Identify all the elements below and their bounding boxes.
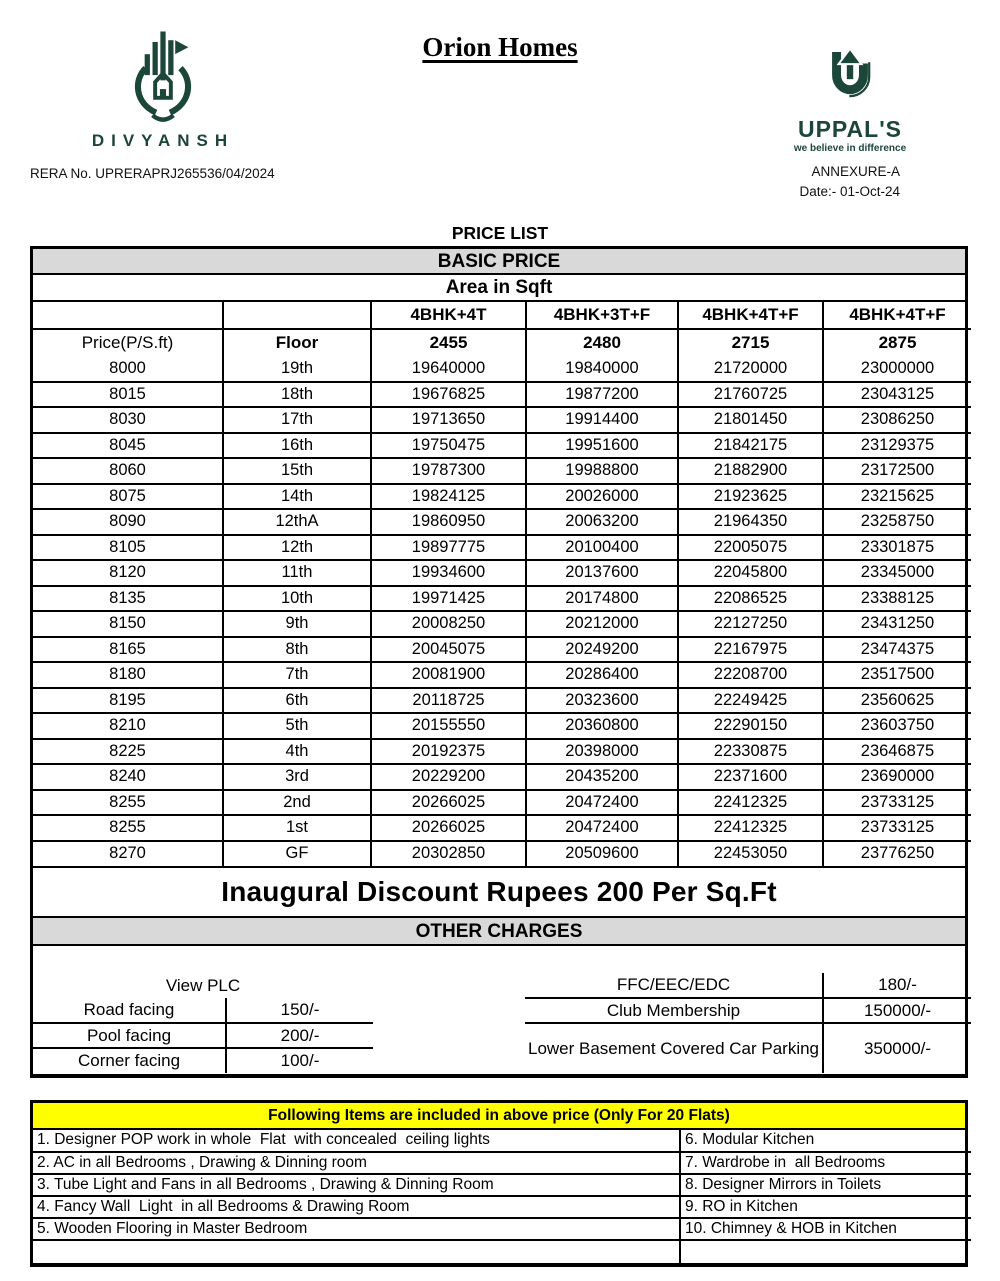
included-items-section: [30, 1100, 968, 1267]
table-cell: 21720000: [678, 356, 823, 382]
other-charges-section: [33, 946, 965, 1074]
table-cell: 8075: [33, 484, 223, 510]
annexure-label: ANNEXURE-A: [811, 164, 900, 179]
table-cell: 8135: [33, 586, 223, 612]
header-cell: 4BHK+4T: [371, 302, 526, 329]
table-cell: 20192375: [371, 739, 526, 765]
table-row: [33, 458, 971, 484]
table-cell: 23733125: [823, 790, 971, 816]
table-cell: 23517500: [823, 662, 971, 688]
table-cell: 350000/-: [823, 1023, 971, 1073]
table-cell: 20045075: [371, 637, 526, 663]
table-cell: 3. Tube Light and Fans in all Bedrooms , Drawing & Dinning Room: [33, 1174, 680, 1196]
table-cell: 8045: [33, 433, 223, 459]
uppals-tagline: we believe in difference: [793, 143, 907, 154]
table-row: [33, 637, 971, 663]
table-cell: 19750475: [371, 433, 526, 459]
table-row: [33, 484, 971, 510]
table-cell: 21760725: [678, 382, 823, 408]
table-cell: 180/-: [823, 973, 971, 998]
table-cell: 16th: [223, 433, 371, 459]
table-cell: 19877200: [526, 382, 678, 408]
table-cell: 23345000: [823, 560, 971, 586]
table-row: [525, 973, 971, 998]
table-cell: 8105: [33, 535, 223, 561]
table-cell: 8150: [33, 611, 223, 637]
table-cell: Lower Basement Covered Car Parking: [525, 1023, 823, 1073]
table-cell: 9. RO in Kitchen: [680, 1196, 971, 1218]
area-header-row: [33, 329, 971, 356]
view-plc-table: [33, 973, 373, 1073]
header-cell: Floor: [223, 329, 371, 356]
table-cell: 20063200: [526, 509, 678, 535]
table-cell: 17th: [223, 407, 371, 433]
table-row: [33, 1196, 971, 1218]
table-cell: 19934600: [371, 560, 526, 586]
table-cell: 23690000: [823, 764, 971, 790]
table-row: [33, 1023, 373, 1048]
table-row: [33, 535, 971, 561]
table-row: [33, 973, 373, 998]
table-cell: 22249425: [678, 688, 823, 714]
table-cell: 1st: [223, 815, 371, 841]
table-cell: 23301875: [823, 535, 971, 561]
basic-price-body: [33, 356, 971, 866]
table-cell: 11th: [223, 560, 371, 586]
table-cell: 23086250: [823, 407, 971, 433]
table-row: [33, 662, 971, 688]
table-row: [33, 713, 971, 739]
table-cell: 19897775: [371, 535, 526, 561]
table-cell: 2. AC in all Bedrooms , Drawing & Dinning room: [33, 1152, 680, 1174]
table-cell: 23603750: [823, 713, 971, 739]
table-cell: 20360800: [526, 713, 678, 739]
table-cell: 20472400: [526, 790, 678, 816]
table-cell: 20081900: [371, 662, 526, 688]
table-row: [33, 815, 971, 841]
table-cell: Club Membership: [525, 998, 823, 1023]
table-cell: 22453050: [678, 841, 823, 867]
table-cell: 3rd: [223, 764, 371, 790]
table-cell: 7. Wardrobe in all Bedrooms: [680, 1152, 971, 1174]
table-cell: Corner facing: [33, 1048, 226, 1073]
table-cell: 23474375: [823, 637, 971, 663]
table-cell: 8240: [33, 764, 223, 790]
table-cell: 200/-: [226, 1023, 373, 1048]
table-cell: 10th: [223, 586, 371, 612]
table-cell: 22045800: [678, 560, 823, 586]
table-cell: 20266025: [371, 790, 526, 816]
table-cell: 21882900: [678, 458, 823, 484]
table-cell: 8060: [33, 458, 223, 484]
table-cell: 8. Designer Mirrors in Toilets: [680, 1174, 971, 1196]
table-cell: 23129375: [823, 433, 971, 459]
view-plc-title: View PLC: [165, 975, 241, 995]
table-cell: 9th: [223, 611, 371, 637]
uppals-brand-name: UPPAL'S: [797, 116, 903, 142]
table-cell: 20286400: [526, 662, 678, 688]
table-row: [33, 1048, 373, 1073]
table-cell: 12thA: [223, 509, 371, 535]
table-cell: 20323600: [526, 688, 678, 714]
table-cell: 19787300: [371, 458, 526, 484]
table-cell: 19988800: [526, 458, 678, 484]
table-cell: 20174800: [526, 586, 678, 612]
table-cell: 6. Modular Kitchen: [680, 1130, 971, 1152]
table-cell: 19676825: [371, 382, 526, 408]
table-cell: 22412325: [678, 815, 823, 841]
rera-number: RERA No. UPRERAPRJ265536/04/2024: [30, 166, 275, 181]
table-cell: 7th: [223, 662, 371, 688]
table-cell: 8225: [33, 739, 223, 765]
table-cell: [33, 1240, 680, 1263]
header-cell: Price(P/S.ft): [33, 329, 223, 356]
header-cell: 2715: [678, 329, 823, 356]
table-cell: 19860950: [371, 509, 526, 535]
divyansh-brand-name: DIVYANSH: [91, 131, 235, 150]
table-cell: 19840000: [526, 356, 678, 382]
table-cell: 8165: [33, 637, 223, 663]
table-cell: 20118725: [371, 688, 526, 714]
table-cell: 22005075: [678, 535, 823, 561]
table-cell: 8015: [33, 382, 223, 408]
table-cell: 23043125: [823, 382, 971, 408]
table-row: [33, 739, 971, 765]
table-cell: 20266025: [371, 815, 526, 841]
table-cell: 21964350: [678, 509, 823, 535]
included-items-banner: Following Items are included in above price (Only For 20 Flats): [33, 1103, 965, 1130]
table-row: [33, 1152, 971, 1174]
table-row: [33, 790, 971, 816]
header-cell: 4BHK+4T+F: [678, 302, 823, 329]
table-cell: 21923625: [678, 484, 823, 510]
table-cell: 22167975: [678, 637, 823, 663]
table-cell: 23388125: [823, 586, 971, 612]
uppals-arrow-u-icon: [818, 97, 882, 114]
header-cell: 2480: [526, 329, 678, 356]
table-cell: 23776250: [823, 841, 971, 867]
table-cell: 23258750: [823, 509, 971, 535]
basic-price-band: BASIC PRICE: [33, 249, 965, 275]
table-row: [33, 382, 971, 408]
table-cell: 20008250: [371, 611, 526, 637]
table-row: [33, 1240, 971, 1263]
table-row: [33, 560, 971, 586]
other-charges-band: OTHER CHARGES: [33, 918, 965, 946]
header-cell: 4BHK+3T+F: [526, 302, 678, 329]
table-cell: 8270: [33, 841, 223, 867]
table-cell: 20509600: [526, 841, 678, 867]
misc-charges-table-wrap: [525, 973, 971, 1073]
table-cell: 5. Wooden Flooring in Master Bedroom: [33, 1218, 680, 1240]
table-cell: 22371600: [678, 764, 823, 790]
table-row: [525, 1023, 971, 1073]
table-cell: 23733125: [823, 815, 971, 841]
annexure-block: [799, 162, 900, 201]
table-cell: 20229200: [371, 764, 526, 790]
table-cell: 22086525: [678, 586, 823, 612]
table-cell: 5th: [223, 713, 371, 739]
table-cell: 20100400: [526, 535, 678, 561]
table-row: [33, 841, 971, 867]
divyansh-building-icon: [119, 111, 207, 128]
table-cell: 8030: [33, 407, 223, 433]
table-cell: 21801450: [678, 407, 823, 433]
table-cell: 19713650: [371, 407, 526, 433]
table-cell: 18th: [223, 382, 371, 408]
table-cell: 22330875: [678, 739, 823, 765]
table-cell: 19824125: [371, 484, 526, 510]
table-cell: 150/-: [226, 998, 373, 1023]
table-cell: 19914400: [526, 407, 678, 433]
table-cell: 12th: [223, 535, 371, 561]
table-row: [33, 1130, 971, 1152]
header-cell: [33, 302, 223, 329]
table-cell: 4. Fancy Wall Light in all Bedrooms & Drawing Room: [33, 1196, 680, 1218]
included-items-table: [33, 1130, 971, 1263]
table-cell: 8120: [33, 560, 223, 586]
table-row: [33, 764, 971, 790]
table-row: [33, 509, 971, 535]
table-cell: 4th: [223, 739, 371, 765]
table-cell: 150000/-: [823, 998, 971, 1023]
view-plc-table-wrap: [33, 973, 373, 1073]
table-cell: 8195: [33, 688, 223, 714]
table-cell: 20155550: [371, 713, 526, 739]
table-cell: 19th: [223, 356, 371, 382]
table-cell: 8000: [33, 356, 223, 382]
table-cell: Pool facing: [33, 1023, 226, 1048]
table-cell: 15th: [223, 458, 371, 484]
table-cell: 100/-: [226, 1048, 373, 1073]
area-in-sqft-band: Area in Sqft: [33, 275, 965, 302]
table-cell: 6th: [223, 688, 371, 714]
table-cell: 20472400: [526, 815, 678, 841]
table-cell: 23560625: [823, 688, 971, 714]
table-cell: 14th: [223, 484, 371, 510]
table-row: [33, 586, 971, 612]
basic-price-section: [30, 246, 968, 1078]
table-cell: 8180: [33, 662, 223, 688]
table-cell: 2nd: [223, 790, 371, 816]
table-cell: 20212000: [526, 611, 678, 637]
table-row: [33, 998, 373, 1023]
table-cell: 22290150: [678, 713, 823, 739]
table-row: [33, 407, 971, 433]
table-cell: 20249200: [526, 637, 678, 663]
table-cell: 8210: [33, 713, 223, 739]
table-row: [33, 688, 971, 714]
uppals-logo: [780, 40, 920, 154]
table-cell: 20026000: [526, 484, 678, 510]
table-row: [33, 1174, 971, 1196]
table-cell: FFC/EEC/EDC: [525, 973, 823, 998]
table-cell: 23646875: [823, 739, 971, 765]
table-cell: 19640000: [371, 356, 526, 382]
table-cell: 23172500: [823, 458, 971, 484]
table-row: [33, 611, 971, 637]
table-cell: 8255: [33, 790, 223, 816]
table-cell: 21842175: [678, 433, 823, 459]
table-cell: 1. Designer POP work in whole Flat with concealed ceiling lights: [33, 1130, 680, 1152]
table-cell: 8th: [223, 637, 371, 663]
table-cell: GF: [223, 841, 371, 867]
inaugural-discount-banner: Inaugural Discount Rupees 200 Per Sq.Ft: [33, 866, 965, 918]
table-cell: Road facing: [33, 998, 226, 1023]
table-cell: 20137600: [526, 560, 678, 586]
table-cell: 19971425: [371, 586, 526, 612]
basic-price-table: [33, 302, 971, 866]
unit-type-header-row: [33, 302, 971, 329]
table-cell: 8255: [33, 815, 223, 841]
table-cell: 22208700: [678, 662, 823, 688]
table-cell: 20435200: [526, 764, 678, 790]
table-cell: 23215625: [823, 484, 971, 510]
table-cell: 8090: [33, 509, 223, 535]
table-cell: 19951600: [526, 433, 678, 459]
table-cell: [680, 1240, 971, 1263]
table-cell: 20398000: [526, 739, 678, 765]
table-cell: 23000000: [823, 356, 971, 382]
table-cell: 22127250: [678, 611, 823, 637]
date-label: Date:- 01-Oct-24: [799, 183, 900, 199]
header-cell: [223, 302, 371, 329]
table-row: [33, 1218, 971, 1240]
header-cell: 2875: [823, 329, 971, 356]
table-row: [33, 356, 971, 382]
page-title: Orion Homes: [422, 32, 578, 62]
header-cell: 4BHK+4T+F: [823, 302, 971, 329]
table-row: [525, 998, 971, 1023]
misc-charges-table: [525, 973, 971, 1073]
table-row: [33, 433, 971, 459]
table-cell: 10. Chimney & HOB in Kitchen: [680, 1218, 971, 1240]
price-list-heading: PRICE LIST: [451, 223, 549, 243]
table-cell: 20302850: [371, 841, 526, 867]
header-cell: 2455: [371, 329, 526, 356]
table-cell: 22412325: [678, 790, 823, 816]
table-cell: 23431250: [823, 611, 971, 637]
